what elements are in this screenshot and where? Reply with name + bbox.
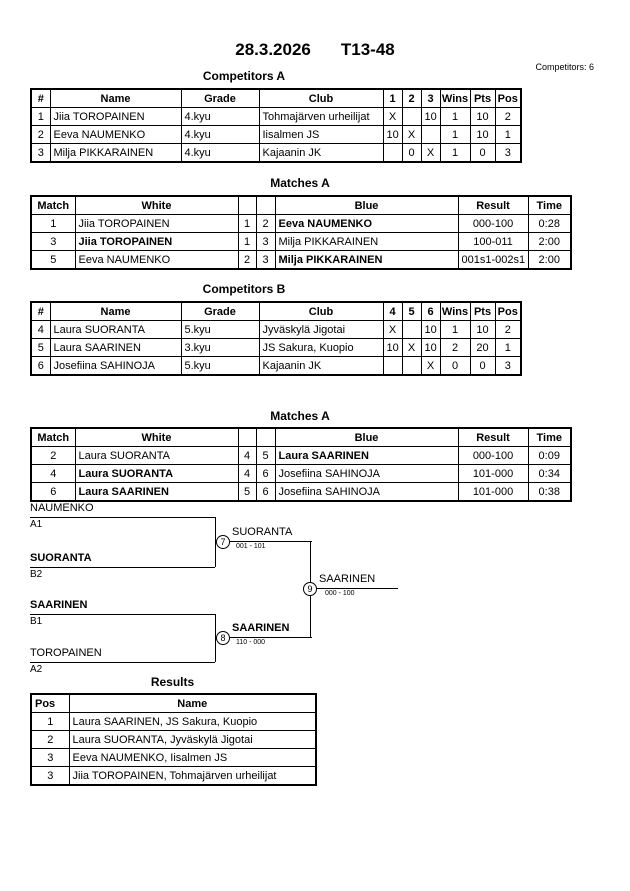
cell-result: 100-011 [458,233,528,251]
competitors-count: Competitors: 6 [535,62,594,72]
col-header-pts: Pts [470,302,495,321]
cell-result: 000-100 [458,447,528,465]
table-row [31,749,316,767]
cell-m3: 10 [421,321,440,339]
col-header-wins: Wins [440,302,470,321]
col-header-m1: 1 [383,89,402,108]
cell-grade: 4.kyu [181,144,259,163]
col-header-blue: Blue [275,196,458,215]
col-header-blue-num [256,428,275,447]
cell-num: 6 [31,357,50,376]
cell-blue-num: 3 [256,251,275,270]
bracket-slot: NAUMENKO [30,501,215,518]
table-row [31,126,521,144]
cell-grade: 5.kyu [181,321,259,339]
cell-pos: 3 [495,144,521,163]
cell-white-num: 5 [238,483,256,502]
cell-wins: 2 [440,339,470,357]
cell-m3: 10 [421,339,440,357]
cell-white-num: 4 [238,465,256,483]
cell-pts: 0 [470,144,495,163]
winner-name: SUORANTA [230,525,312,542]
header-row [31,89,521,108]
table-row [31,767,316,786]
cell-pos: 2 [495,108,521,126]
cell-name: Eeva NAUMENKO [50,126,181,144]
cell-grade: 4.kyu [181,108,259,126]
cell-m1 [383,357,402,376]
match-score: 110 - 000 [236,639,266,646]
col-header-white: White [75,196,238,215]
col-header-name: Name [50,89,181,108]
table-row [31,251,571,270]
col-header-wins: Wins [440,89,470,108]
col-header-white-num [238,428,256,447]
cell-match-num: 2 [31,447,75,465]
col-header-blue-num [256,196,275,215]
cell-white-num: 1 [238,215,256,233]
page-title [0,40,630,60]
col-header-time: Time [528,428,571,447]
cell-m1: 10 [383,126,402,144]
title-category: T13-48 [340,40,395,59]
cell-pos: 1 [495,339,521,357]
cell-club: Jyväskylä Jigotai [259,321,383,339]
col-header-grade: Grade [181,302,259,321]
cell-name: Laura SAARINEN [50,339,181,357]
cell-match-num: 3 [31,233,75,251]
cell-name: Jiia TOROPAINEN [50,108,181,126]
cell-white-name: Jiia TOROPAINEN [75,233,238,251]
cell-club: JS Sakura, Kuopio [259,339,383,357]
header-row [31,302,521,321]
cell-blue-name: Milja PIKKARAINEN [275,251,458,270]
cell-club: Iisalmen JS [259,126,383,144]
cell-blue-num: 5 [256,447,275,465]
bracket-slot: SAARINEN [30,598,215,615]
cell-match-num: 4 [31,465,75,483]
cell-blue-name: Josefiina SAHINOJA [275,465,458,483]
competitors-a-heading: Competitors A [202,69,286,83]
col-header-m3: 3 [421,89,440,108]
col-header-white-num [238,196,256,215]
cell-num: 1 [31,108,50,126]
cell-name: Laura SUORANTA, Jyväskylä Jigotai [69,731,316,749]
cell-blue-num: 6 [256,483,275,502]
cell-grade: 3.kyu [181,339,259,357]
match-node-9: 9 [303,582,317,596]
header-row [31,428,571,447]
cell-club: Tohmajärven urheilijat [259,108,383,126]
medal-bracket [0,498,630,683]
col-header-pts: Pts [470,89,495,108]
cell-blue-name: Josefiina SAHINOJA [275,483,458,502]
competitors-b-table [30,301,522,376]
table-row [31,144,521,163]
bracket-seed: A2 [30,664,43,675]
table-row [31,713,316,731]
winner-name: SAARINEN [230,621,312,638]
cell-m3: X [421,144,440,163]
winner-name: SAARINEN [317,572,398,589]
col-header-pos: Pos [495,89,521,108]
cell-result: 001s1-002s1 [458,251,528,270]
cell-pos: 1 [495,126,521,144]
col-header-match: Match [31,196,75,215]
header-row [31,694,316,713]
col-header-name: Name [69,694,316,713]
cell-wins: 1 [440,321,470,339]
header-row [31,196,571,215]
cell-white-name: Laura SUORANTA [75,465,238,483]
cell-pos: 3 [31,749,69,767]
cell-wins: 0 [440,357,470,376]
bracket-seed: A1 [30,519,43,530]
cell-grade: 4.kyu [181,126,259,144]
col-header-blue: Blue [275,428,458,447]
matches-b-table [30,427,572,502]
cell-pos: 2 [495,321,521,339]
col-header-grade: Grade [181,89,259,108]
cell-grade: 5.kyu [181,357,259,376]
col-header-time: Time [528,196,571,215]
cell-white-num: 1 [238,233,256,251]
cell-time: 2:00 [528,251,571,270]
cell-num: 4 [31,321,50,339]
matches-a-heading: Matches A [270,176,330,190]
cell-m2: X [402,339,421,357]
match-node-7: 7 [216,535,230,549]
cell-name: Eeva NAUMENKO, Iisalmen JS [69,749,316,767]
cell-time: 0:28 [528,215,571,233]
cell-m1: X [383,321,402,339]
cell-pts: 0 [470,357,495,376]
cell-pts: 10 [470,321,495,339]
cell-club: Kajaanin JK [259,357,383,376]
cell-m3 [421,126,440,144]
cell-blue-num: 6 [256,465,275,483]
table-row [31,339,521,357]
table-row [31,321,521,339]
cell-match-num: 6 [31,483,75,502]
col-header-pos: Pos [31,694,69,713]
table-row [31,108,521,126]
cell-blue-num: 3 [256,233,275,251]
match-node-8: 8 [216,631,230,645]
cell-white-name: Laura SAARINEN [75,483,238,502]
col-header-white: White [75,428,238,447]
col-header-result: Result [458,196,528,215]
bracket-slot: SUORANTA [30,551,215,568]
results-table [30,693,317,786]
cell-white-name: Laura SUORANTA [75,447,238,465]
match-score: 001 - 101 [236,543,266,550]
table-row [31,215,571,233]
cell-time: 2:00 [528,233,571,251]
matches-b-heading: Matches A [270,409,330,423]
cell-m3: X [421,357,440,376]
matches-a-table [30,195,572,270]
cell-match-num: 1 [31,215,75,233]
col-header-num: # [31,302,50,321]
cell-m3: 10 [421,108,440,126]
bracket-slot: TOROPAINEN [30,646,215,663]
cell-m2 [402,321,421,339]
bracket-seed: B1 [30,616,43,627]
col-header-pos: Pos [495,302,521,321]
table-row [31,731,316,749]
cell-m1: X [383,108,402,126]
cell-name: Milja PIKKARAINEN [50,144,181,163]
cell-match-num: 5 [31,251,75,270]
cell-white-name: Eeva NAUMENKO [75,251,238,270]
cell-m2: 0 [402,144,421,163]
cell-blue-name: Eeva NAUMENKO [275,215,458,233]
cell-name: Jiia TOROPAINEN, Tohmajärven urheilijat [69,767,316,786]
table-row [31,447,571,465]
cell-name: Laura SUORANTA [50,321,181,339]
cell-blue-name: Milja PIKKARAINEN [275,233,458,251]
col-header-m1: 4 [383,302,402,321]
table-row [31,465,571,483]
col-header-result: Result [458,428,528,447]
title-date: 28.3.2026 [235,40,311,59]
cell-white-num: 2 [238,251,256,270]
cell-time: 0:34 [528,465,571,483]
cell-wins: 1 [440,108,470,126]
cell-pos: 3 [495,357,521,376]
col-header-num: # [31,89,50,108]
cell-pos: 1 [31,713,69,731]
cell-num: 3 [31,144,50,163]
cell-blue-num: 2 [256,215,275,233]
col-header-m2: 2 [402,89,421,108]
bracket-seed: B2 [30,569,43,580]
cell-name: Josefiina SAHINOJA [50,357,181,376]
competitors-b-heading: Competitors B [202,282,286,296]
cell-wins: 1 [440,144,470,163]
cell-result: 000-100 [458,215,528,233]
cell-m1: 10 [383,339,402,357]
cell-pos: 3 [31,767,69,786]
col-header-m3: 6 [421,302,440,321]
competitors-a-table [30,88,522,163]
col-header-m2: 5 [402,302,421,321]
cell-num: 2 [31,126,50,144]
cell-pts: 20 [470,339,495,357]
col-header-club: Club [259,89,383,108]
cell-time: 0:09 [528,447,571,465]
cell-m2 [402,357,421,376]
cell-num: 5 [31,339,50,357]
cell-white-name: Jiia TOROPAINEN [75,215,238,233]
cell-white-num: 4 [238,447,256,465]
cell-club: Kajaanin JK [259,144,383,163]
cell-pos: 2 [31,731,69,749]
col-header-match: Match [31,428,75,447]
col-header-club: Club [259,302,383,321]
cell-pts: 10 [470,126,495,144]
cell-pts: 10 [470,108,495,126]
table-row [31,233,571,251]
col-header-name: Name [50,302,181,321]
cell-name: Laura SAARINEN, JS Sakura, Kuopio [69,713,316,731]
results-heading: Results [150,675,195,689]
cell-m1 [383,144,402,163]
cell-time: 0:38 [528,483,571,502]
table-row [31,357,521,376]
match-score: 000 - 100 [325,590,355,597]
cell-wins: 1 [440,126,470,144]
cell-m2 [402,108,421,126]
cell-result: 101-000 [458,483,528,502]
cell-result: 101-000 [458,465,528,483]
cell-m2: X [402,126,421,144]
cell-blue-name: Laura SAARINEN [275,447,458,465]
